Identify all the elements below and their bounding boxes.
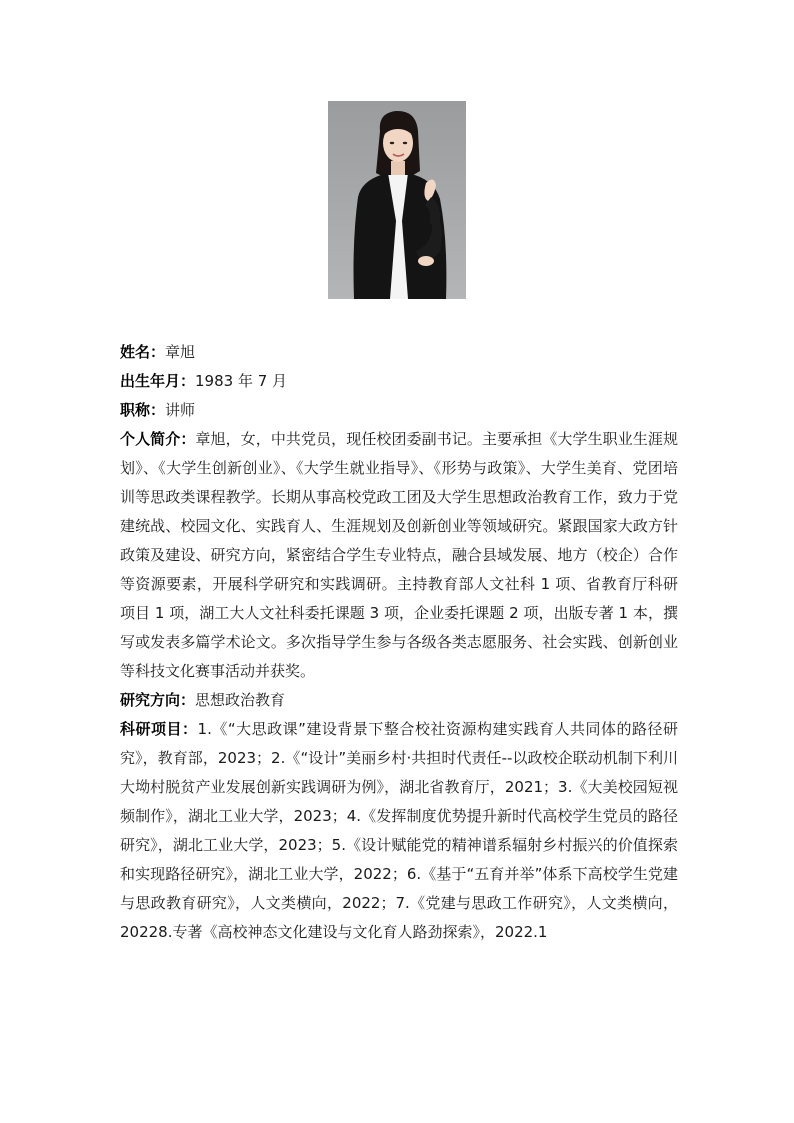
portrait-illustration xyxy=(328,101,466,299)
birth-value: 1983 年 7 月 xyxy=(195,372,288,390)
projects-label: 科研项目： xyxy=(120,720,198,738)
research-value: 思想政治教育 xyxy=(195,691,286,709)
research-label: 研究方向： xyxy=(120,691,196,709)
name-label: 姓名： xyxy=(120,343,166,361)
portrait-photo xyxy=(328,101,466,299)
birth-row xyxy=(120,367,678,396)
projects-row xyxy=(120,715,678,947)
title-label: 职称： xyxy=(120,401,166,419)
intro-row xyxy=(120,425,678,686)
intro-value: 章旭，女，中共党员，现任校团委副书记。主要承担《大学生职业生涯规划》、《大学生创新创业》、《大学生就业指导》、《形势与政策》、大学生美育、党团培训等思政类课程教学。长期从事高校党政工团及大学生思想政治教育工作，致力于党建统战、校园文化、实践育人、生涯规划及创新创业等领域研究。紧跟国家大政方针政策及建设、研究方向，紧密结合学生专业特点，融合县域发展、地方（校企）合作等资源要素，开展科学研究和实践调研。主持教育部人文社科 1 项、省教育厅科研项目 1 项，湖工大人文社科委托课题 3 项，企业委托课题 2 项，出版专著 1 本，撰写或发表多篇学术论文。多次指导学生参与各级各类志愿服务、社会实践、创新创业等科技文化赛事活动并获奖。 xyxy=(120,430,678,680)
title-value: 讲师 xyxy=(165,401,196,419)
title-row xyxy=(120,396,678,425)
research-row xyxy=(120,686,678,715)
projects-value: 1.《“大思政课”建设背景下整合校社资源构建实践育人共同体的路径研究》，教育部，2023；2.《“设计”美丽乡村·共担时代责任--以政校企联动机制下利川大坳村脱贫产业发展创新实践调研为例》，湖北省教育厅，2021；3.《大美校园短视频制作》，湖北工业大学，2023；4.《发挥制度优势提升新时代高校学生党员的路径研究》，湖北工业大学，2023；5.《设计赋能党的精神谱系辐射乡村振兴的价值探索和实现路径研究》，湖北工业大学，2022；6.《基于“五育并举”体系下高校学生党建与思政教育研究》，人文类横向，2022；7.《党建与思政工作研究》，人文类横向，20228.专著《高校神态文化建设与文化育人路劲探索》，2022.1 xyxy=(120,720,678,941)
name-value: 章旭 xyxy=(165,343,196,361)
name-row xyxy=(120,338,678,367)
birth-label: 出生年月： xyxy=(120,372,196,390)
profile-content xyxy=(120,338,678,947)
intro-label: 个人简介： xyxy=(120,430,196,448)
